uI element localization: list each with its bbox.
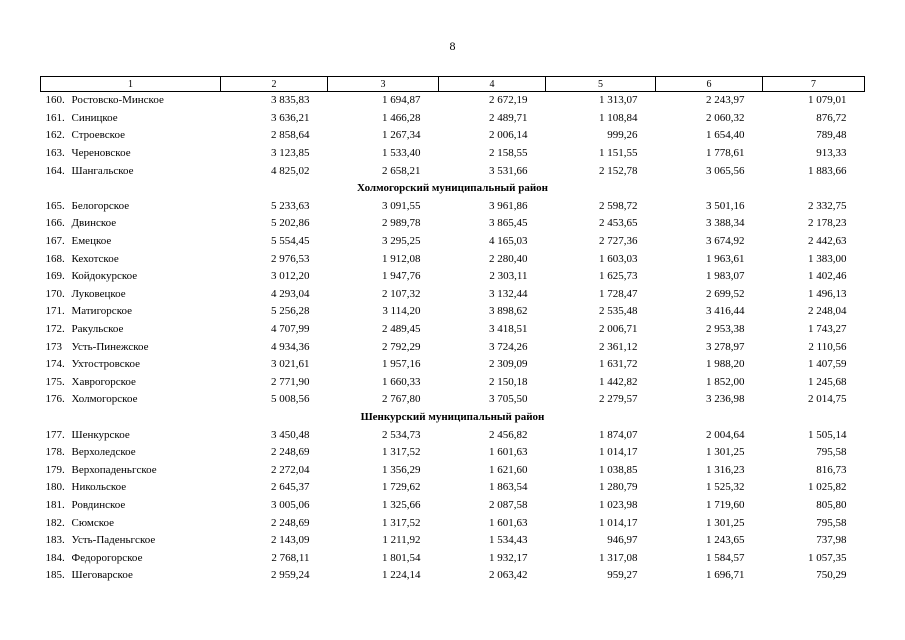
value-cell-col-6: 3 388,34 bbox=[706, 217, 745, 230]
value-cell-col-2: 2 248,69 bbox=[271, 516, 310, 529]
settlement-name: Сюмское bbox=[71, 516, 115, 529]
value-cell-col-4: 3 132,44 bbox=[489, 287, 528, 300]
value-cell-col-3: 2 534,73 bbox=[382, 428, 421, 441]
value-cell-col-2: 4 934,36 bbox=[271, 340, 310, 353]
header-row bbox=[41, 77, 865, 92]
value-cell-col-6: 1 719,60 bbox=[706, 498, 745, 511]
value-cell-col-4: 2 489,71 bbox=[489, 111, 528, 124]
value-cell-col-2: 2 272,04 bbox=[271, 463, 310, 476]
row-number: 178. bbox=[45, 446, 65, 459]
settlement-name: Череновское bbox=[71, 147, 131, 160]
settlement-name: Строевское bbox=[71, 129, 125, 142]
table-row bbox=[41, 268, 865, 286]
value-cell-col-6: 2 243,97 bbox=[706, 94, 745, 107]
table-body bbox=[41, 92, 865, 585]
value-cell-col-6: 3 236,98 bbox=[706, 393, 745, 406]
value-cell-col-7: 2 248,04 bbox=[808, 305, 847, 318]
value-cell-col-2: 5 554,45 bbox=[271, 235, 310, 248]
value-cell-col-6: 1 654,40 bbox=[706, 129, 745, 142]
value-cell-col-7: 2 332,75 bbox=[808, 199, 847, 212]
settlement-cell bbox=[41, 461, 221, 479]
value-cell-col-6: 2 004,64 bbox=[706, 428, 745, 441]
value-cell-col-2: 2 858,64 bbox=[271, 129, 310, 142]
district-heading-row bbox=[41, 409, 865, 427]
value-cell-col-3: 3 114,20 bbox=[382, 305, 421, 318]
value-cell-col-3: 2 489,45 bbox=[382, 323, 421, 336]
value-cell-col-2: 2 143,09 bbox=[271, 534, 310, 547]
value-cell-col-7: 1 407,59 bbox=[808, 358, 847, 371]
value-cell-col-7: 1 496,13 bbox=[808, 287, 847, 300]
settlement-cell bbox=[41, 127, 221, 145]
value-cell-col-2: 3 450,48 bbox=[271, 428, 310, 441]
row-number: 176. bbox=[45, 393, 65, 406]
value-cell-col-5: 946,97 bbox=[607, 534, 638, 547]
value-cell-col-2: 5 256,28 bbox=[271, 305, 310, 318]
row-number: 164. bbox=[45, 164, 65, 177]
value-cell-col-5: 1 108,84 bbox=[599, 111, 638, 124]
value-cell-col-7: 1 383,00 bbox=[808, 252, 847, 265]
value-cell-col-7: 876,72 bbox=[816, 111, 847, 124]
value-cell-col-3: 1 801,54 bbox=[382, 551, 421, 564]
value-cell-col-2: 3 005,06 bbox=[271, 498, 310, 511]
value-cell-col-7: 1 505,14 bbox=[808, 428, 847, 441]
settlement-cell bbox=[41, 145, 221, 163]
table-row bbox=[41, 127, 865, 145]
settlement-name: Шангальское bbox=[71, 164, 134, 177]
row-number: 182. bbox=[45, 516, 65, 529]
settlement-name: Усть-Пинежское bbox=[71, 340, 149, 353]
value-cell-col-5: 2 006,71 bbox=[599, 323, 638, 336]
settlement-cell bbox=[41, 321, 221, 339]
value-cell-col-2: 3 012,20 bbox=[271, 270, 310, 283]
row-number: 173 bbox=[45, 340, 62, 353]
settlement-name: Федорогорское bbox=[71, 551, 143, 564]
value-cell-col-4: 2 309,09 bbox=[489, 358, 528, 371]
value-cell-col-5: 1 631,72 bbox=[599, 358, 638, 371]
value-cell-col-6: 3 674,92 bbox=[706, 235, 745, 248]
settlement-cell bbox=[41, 479, 221, 497]
settlement-name: Синицкое bbox=[71, 111, 118, 124]
settlement-name: Емецкое bbox=[71, 235, 112, 248]
value-cell-col-6: 1 778,61 bbox=[706, 147, 745, 160]
row-number: 175. bbox=[45, 375, 65, 388]
value-cell-col-5: 2 279,57 bbox=[599, 393, 638, 406]
value-cell-col-4: 1 601,63 bbox=[489, 446, 528, 459]
value-cell-col-3: 1 533,40 bbox=[382, 147, 421, 160]
table-row bbox=[41, 92, 865, 110]
district-heading: Шенкурский муниципальный район bbox=[360, 410, 545, 423]
value-cell-col-4: 3 705,50 bbox=[489, 393, 528, 406]
value-cell-col-7: 1 079,01 bbox=[808, 94, 847, 107]
settlement-cell bbox=[41, 532, 221, 550]
table-row bbox=[41, 286, 865, 304]
table-row bbox=[41, 497, 865, 515]
value-cell-col-5: 2 598,72 bbox=[599, 199, 638, 212]
value-cell-col-3: 3 091,55 bbox=[382, 199, 421, 212]
settlement-name: Луковецкое bbox=[71, 287, 126, 300]
value-cell-col-4: 1 534,43 bbox=[489, 534, 528, 547]
value-cell-col-3: 2 767,80 bbox=[382, 393, 421, 406]
settlement-cell bbox=[41, 268, 221, 286]
value-cell-col-4: 1 932,17 bbox=[489, 551, 528, 564]
value-cell-col-5: 1 442,82 bbox=[599, 375, 638, 388]
value-cell-col-3: 1 912,08 bbox=[382, 252, 421, 265]
settlement-cell bbox=[41, 356, 221, 374]
value-cell-col-7: 795,58 bbox=[816, 446, 847, 459]
settlement-name: Ровдинское bbox=[71, 498, 126, 511]
value-cell-col-7: 805,80 bbox=[816, 498, 847, 511]
value-cell-col-2: 2 959,24 bbox=[271, 569, 310, 582]
page-number: 8 bbox=[449, 39, 456, 53]
value-cell-col-7: 1 245,68 bbox=[808, 375, 847, 388]
value-cell-col-4: 2 087,58 bbox=[489, 498, 528, 511]
settlement-cell bbox=[41, 198, 221, 216]
value-cell-col-6: 1 584,57 bbox=[706, 551, 745, 564]
value-cell-col-7: 750,29 bbox=[816, 569, 847, 582]
table-row bbox=[41, 567, 865, 585]
value-cell-col-6: 1 243,65 bbox=[706, 534, 745, 547]
value-cell-col-3: 1 325,66 bbox=[382, 498, 421, 511]
value-cell-col-2: 4 293,04 bbox=[271, 287, 310, 300]
value-cell-col-5: 999,26 bbox=[607, 129, 638, 142]
table-row bbox=[41, 549, 865, 567]
row-number: 179. bbox=[45, 463, 65, 476]
value-cell-col-7: 2 110,56 bbox=[808, 340, 847, 353]
value-cell-col-4: 2 158,55 bbox=[489, 147, 528, 160]
settlement-name: Матигорское bbox=[71, 305, 132, 318]
value-cell-col-6: 1 983,07 bbox=[706, 270, 745, 283]
value-cell-col-2: 2 248,69 bbox=[271, 446, 310, 459]
settlement-cell bbox=[41, 233, 221, 251]
settlement-name: Верхопаденьгское bbox=[71, 463, 157, 476]
value-cell-col-3: 2 792,29 bbox=[382, 340, 421, 353]
row-number: 165. bbox=[45, 199, 65, 212]
value-cell-col-4: 2 006,14 bbox=[489, 129, 528, 142]
table-row bbox=[41, 198, 865, 216]
table-row bbox=[41, 321, 865, 339]
settlement-cell bbox=[41, 444, 221, 462]
row-number: 170. bbox=[45, 287, 65, 300]
column-number-5: 5 bbox=[546, 77, 656, 92]
value-cell-col-6: 2 699,52 bbox=[706, 287, 745, 300]
value-cell-col-5: 2 361,12 bbox=[599, 340, 638, 353]
row-number: 177. bbox=[45, 428, 65, 441]
settlement-name: Хаврогорское bbox=[71, 375, 136, 388]
table-row bbox=[41, 303, 865, 321]
value-cell-col-4: 2 063,42 bbox=[489, 569, 528, 582]
value-cell-col-7: 2 442,63 bbox=[808, 235, 847, 248]
value-cell-col-2: 2 771,90 bbox=[271, 375, 310, 388]
table-row bbox=[41, 479, 865, 497]
value-cell-col-2: 5 008,56 bbox=[271, 393, 310, 406]
settlement-cell bbox=[41, 426, 221, 444]
value-cell-col-6: 3 278,97 bbox=[706, 340, 745, 353]
value-cell-col-7: 2 014,75 bbox=[808, 393, 847, 406]
settlement-cell bbox=[41, 567, 221, 585]
column-number-7: 7 bbox=[763, 77, 865, 92]
value-cell-col-3: 1 224,14 bbox=[382, 569, 421, 582]
table-row bbox=[41, 338, 865, 356]
table-row bbox=[41, 162, 865, 180]
row-number: 184. bbox=[45, 551, 65, 564]
district-heading-row bbox=[41, 180, 865, 198]
value-cell-col-5: 2 535,48 bbox=[599, 305, 638, 318]
value-cell-col-2: 3 835,83 bbox=[271, 94, 310, 107]
row-number: 161. bbox=[45, 111, 65, 124]
value-cell-col-7: 2 178,23 bbox=[808, 217, 847, 230]
settlement-name: Усть-Паденьгское bbox=[71, 534, 156, 547]
value-cell-col-7: 1 743,27 bbox=[808, 323, 847, 336]
row-number: 185. bbox=[45, 569, 65, 582]
value-cell-col-3: 1 729,62 bbox=[382, 481, 421, 494]
value-cell-col-4: 2 672,19 bbox=[489, 94, 528, 107]
settlement-cell bbox=[41, 110, 221, 128]
value-cell-col-6: 1 852,00 bbox=[706, 375, 745, 388]
settlement-name: Верхоледское bbox=[71, 446, 136, 459]
district-heading: Холмогорский муниципальный район bbox=[356, 182, 549, 195]
settlement-name: Койдокурское bbox=[71, 270, 138, 283]
settlement-name: Белогорское bbox=[71, 199, 130, 212]
table-row bbox=[41, 215, 865, 233]
settlement-name: Ростовско-Минское bbox=[71, 94, 164, 107]
value-cell-col-6: 2 953,38 bbox=[706, 323, 745, 336]
value-cell-col-4: 2 150,18 bbox=[489, 375, 528, 388]
value-cell-col-7: 1 025,82 bbox=[808, 481, 847, 494]
value-cell-col-6: 2 060,32 bbox=[706, 111, 745, 124]
table-header bbox=[41, 77, 865, 92]
value-cell-col-7: 1 057,35 bbox=[808, 551, 847, 564]
table-row bbox=[41, 145, 865, 163]
value-cell-col-4: 1 601,63 bbox=[489, 516, 528, 529]
value-cell-col-4: 1 621,60 bbox=[489, 463, 528, 476]
value-cell-col-5: 1 280,79 bbox=[599, 481, 638, 494]
value-cell-col-4: 3 531,66 bbox=[489, 164, 528, 177]
value-cell-col-5: 959,27 bbox=[607, 569, 638, 582]
settlement-cell bbox=[41, 250, 221, 268]
row-number: 160. bbox=[45, 94, 65, 107]
value-cell-col-5: 1 014,17 bbox=[599, 446, 638, 459]
value-cell-col-6: 1 525,32 bbox=[706, 481, 745, 494]
value-cell-col-5: 1 625,73 bbox=[599, 270, 638, 283]
value-cell-col-5: 1 313,07 bbox=[599, 94, 638, 107]
value-cell-col-3: 1 267,34 bbox=[382, 129, 421, 142]
row-number: 162. bbox=[45, 129, 65, 142]
value-cell-col-6: 1 988,20 bbox=[706, 358, 745, 371]
row-number: 167. bbox=[45, 235, 65, 248]
value-cell-col-4: 3 898,62 bbox=[489, 305, 528, 318]
value-cell-col-6: 1 696,71 bbox=[706, 569, 745, 582]
value-cell-col-5: 1 151,55 bbox=[599, 147, 638, 160]
value-cell-col-7: 795,58 bbox=[816, 516, 847, 529]
value-cell-col-7: 1 402,46 bbox=[808, 270, 847, 283]
settlement-cell bbox=[41, 338, 221, 356]
value-cell-col-3: 1 694,87 bbox=[382, 94, 421, 107]
value-cell-col-6: 3 065,56 bbox=[706, 164, 745, 177]
column-number-3: 3 bbox=[328, 77, 439, 92]
settlement-cell bbox=[41, 514, 221, 532]
value-cell-col-2: 3 021,61 bbox=[271, 358, 310, 371]
value-cell-col-5: 1 014,17 bbox=[599, 516, 638, 529]
value-cell-col-3: 2 658,21 bbox=[382, 164, 421, 177]
value-cell-col-3: 1 466,28 bbox=[382, 111, 421, 124]
row-number: 183. bbox=[45, 534, 65, 547]
row-number: 163. bbox=[45, 147, 65, 160]
value-cell-col-3: 1 947,76 bbox=[382, 270, 421, 283]
value-cell-col-6: 3 416,44 bbox=[706, 305, 745, 318]
table-row bbox=[41, 374, 865, 392]
row-number: 169. bbox=[45, 270, 65, 283]
settlement-name: Кехотское bbox=[71, 252, 119, 265]
value-cell-col-2: 4 707,99 bbox=[271, 323, 310, 336]
settlement-cell bbox=[41, 286, 221, 304]
value-cell-col-7: 816,73 bbox=[816, 463, 847, 476]
value-cell-col-6: 1 963,61 bbox=[706, 252, 745, 265]
table-row bbox=[41, 444, 865, 462]
value-cell-col-6: 1 301,25 bbox=[706, 516, 745, 529]
value-cell-col-3: 2 989,78 bbox=[382, 217, 421, 230]
settlement-name: Никольское bbox=[71, 481, 127, 494]
table-row bbox=[41, 110, 865, 128]
value-cell-col-4: 2 303,11 bbox=[489, 270, 528, 283]
value-cell-col-4: 3 961,86 bbox=[489, 199, 528, 212]
value-cell-col-2: 5 233,63 bbox=[271, 199, 310, 212]
value-cell-col-7: 913,33 bbox=[816, 147, 847, 160]
value-cell-col-2: 3 123,85 bbox=[271, 147, 310, 160]
value-cell-col-6: 1 316,23 bbox=[706, 463, 745, 476]
value-cell-col-2: 2 768,11 bbox=[271, 551, 310, 564]
settlement-name: Ракульское bbox=[71, 323, 124, 336]
settlement-cell bbox=[41, 497, 221, 515]
settlement-name: Холмогорское bbox=[71, 393, 138, 406]
value-cell-col-3: 1 211,92 bbox=[382, 534, 421, 547]
data-table bbox=[40, 76, 865, 585]
value-cell-col-5: 1 023,98 bbox=[599, 498, 638, 511]
column-number-1: 1 bbox=[41, 77, 221, 92]
value-cell-col-4: 3 865,45 bbox=[489, 217, 528, 230]
row-number: 171. bbox=[45, 305, 65, 318]
value-cell-col-5: 1 038,85 bbox=[599, 463, 638, 476]
value-cell-col-2: 2 976,53 bbox=[271, 252, 310, 265]
settlement-name: Ухтостровское bbox=[71, 358, 140, 371]
value-cell-col-7: 789,48 bbox=[816, 129, 847, 142]
value-cell-col-6: 1 301,25 bbox=[706, 446, 745, 459]
value-cell-col-3: 3 295,25 bbox=[382, 235, 421, 248]
settlement-cell bbox=[41, 303, 221, 321]
value-cell-col-3: 1 957,16 bbox=[382, 358, 421, 371]
value-cell-col-5: 1 874,07 bbox=[599, 428, 638, 441]
settlement-name: Двинское bbox=[71, 217, 117, 230]
value-cell-col-4: 1 863,54 bbox=[489, 481, 528, 494]
table-row bbox=[41, 356, 865, 374]
table-row bbox=[41, 461, 865, 479]
value-cell-col-5: 2 453,65 bbox=[599, 217, 638, 230]
row-number: 181. bbox=[45, 498, 65, 511]
settlement-cell bbox=[41, 549, 221, 567]
value-cell-col-3: 1 356,29 bbox=[382, 463, 421, 476]
settlement-cell bbox=[41, 391, 221, 409]
column-number-2: 2 bbox=[221, 77, 328, 92]
settlement-cell bbox=[41, 374, 221, 392]
value-cell-col-5: 1 728,47 bbox=[599, 287, 638, 300]
settlement-cell bbox=[41, 215, 221, 233]
table-row bbox=[41, 233, 865, 251]
value-cell-col-2: 4 825,02 bbox=[271, 164, 310, 177]
table-row bbox=[41, 426, 865, 444]
value-cell-col-2: 5 202,86 bbox=[271, 217, 310, 230]
value-cell-col-4: 2 280,40 bbox=[489, 252, 528, 265]
value-cell-col-3: 1 660,33 bbox=[382, 375, 421, 388]
settlement-cell bbox=[41, 92, 221, 110]
value-cell-col-3: 1 317,52 bbox=[382, 516, 421, 529]
row-number: 174. bbox=[45, 358, 65, 371]
table-row bbox=[41, 391, 865, 409]
row-number: 168. bbox=[45, 252, 65, 265]
settlement-cell bbox=[41, 162, 221, 180]
value-cell-col-4: 3 418,51 bbox=[489, 323, 528, 336]
settlement-name: Шеговарское bbox=[71, 569, 133, 582]
value-cell-col-7: 1 883,66 bbox=[808, 164, 847, 177]
table-row bbox=[41, 250, 865, 268]
value-cell-col-4: 3 724,26 bbox=[489, 340, 528, 353]
value-cell-col-3: 1 317,52 bbox=[382, 446, 421, 459]
table-row bbox=[41, 514, 865, 532]
table-row bbox=[41, 532, 865, 550]
value-cell-col-2: 3 636,21 bbox=[271, 111, 310, 124]
column-number-4: 4 bbox=[439, 77, 546, 92]
row-number: 172. bbox=[45, 323, 65, 336]
value-cell-col-5: 1 317,08 bbox=[599, 551, 638, 564]
value-cell-col-2: 2 645,37 bbox=[271, 481, 310, 494]
value-cell-col-4: 2 456,82 bbox=[489, 428, 528, 441]
value-cell-col-6: 3 501,16 bbox=[706, 199, 745, 212]
value-cell-col-7: 737,98 bbox=[816, 534, 847, 547]
value-cell-col-5: 2 727,36 bbox=[599, 235, 638, 248]
row-number: 180. bbox=[45, 481, 65, 494]
row-number: 166. bbox=[45, 217, 65, 230]
value-cell-col-3: 2 107,32 bbox=[382, 287, 421, 300]
column-number-6: 6 bbox=[656, 77, 763, 92]
value-cell-col-4: 4 165,03 bbox=[489, 235, 528, 248]
value-cell-col-5: 1 603,03 bbox=[599, 252, 638, 265]
value-cell-col-5: 2 152,78 bbox=[599, 164, 638, 177]
settlement-name: Шенкурское bbox=[71, 428, 130, 441]
